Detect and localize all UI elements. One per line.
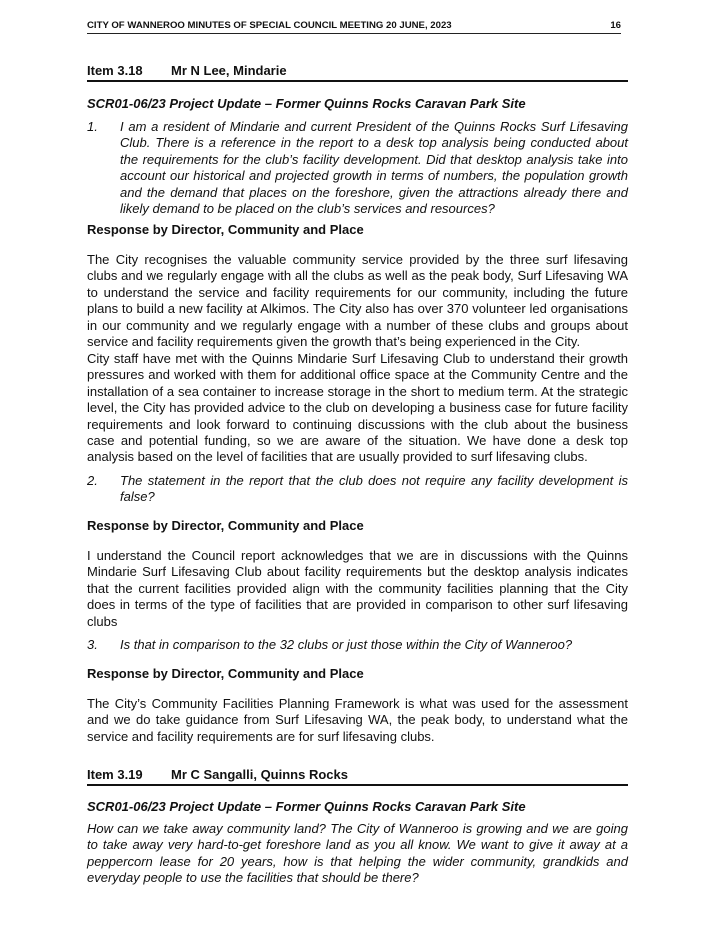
response-heading: Response by Director, Community and Place: [87, 518, 364, 533]
item-subject: SCR01-06/23 Project Update – Former Quinns Rocks Caravan Park Site: [87, 799, 526, 814]
question-number: 3.: [87, 637, 98, 652]
item-subject: SCR01-06/23 Project Update – Former Quinns Rocks Caravan Park Site: [87, 96, 526, 111]
page-number: 16: [610, 20, 621, 31]
question-text: Is that in comparison to the 32 clubs or just those within the City of Wanneroo?: [120, 637, 573, 652]
document-title: CITY OF WANNEROO MINUTES OF SPECIAL COUNCIL MEETING 20 JUNE, 2023: [87, 20, 452, 31]
item-name: Mr N Lee, Mindarie: [171, 63, 287, 78]
question-3: [87, 637, 628, 653]
response-heading: Response by Director, Community and Place: [87, 222, 364, 237]
question-text: The statement in the report that the club does not require any facility development is false?: [120, 473, 628, 505]
question-text: I am a resident of Mindarie and current President of the Quinns Rocks Surf Lifesaving Club. There is a reference in the report to a desk top analysis being conducted about the requirements for the club’s facility development. Did that desktop analysis take into account our historical and projected growth in terms of numbers, the population growth and the demand that places on the foreshore, given the attractions already there and likely demand to be placed on the club’s services and resources?: [120, 119, 628, 217]
item-heading-3-18: [87, 63, 628, 82]
item-number: Item 3.19: [87, 767, 143, 782]
response-heading: Response by Director, Community and Place: [87, 666, 364, 681]
item-number: Item 3.18: [87, 63, 143, 78]
question-1: [87, 119, 628, 217]
question-2: [87, 473, 628, 506]
response-paragraph: City staff have met with the Quinns Mindarie Surf Lifesaving Club to understand their growth pressures and worked with them for additional office space at the Community Centre and the installation of a sea container to increase storage in the short to medium term. At the strategic level, the City has provided advice to the club on developing a business case for future facility requirements and look forward to continuing discussions with the club about the business case and potential funding, so we are aware of the situation. We have done a desk top analysis based on the level of facilities that are usually provided to surf lifesaving clubs.: [87, 351, 628, 465]
running-header: [87, 20, 621, 34]
item-name: Mr C Sangalli, Quinns Rocks: [171, 767, 348, 782]
response-paragraph: I understand the Council report acknowledges that we are in discussions with the Quinns Mindarie Surf Lifesaving Club about facility requirements but the desktop analysis indicates that the current facilities provided align with the community facilities planning that the City does in terms of the type of facilities that are provided in comparison to other surf lifesaving clubs: [87, 548, 628, 629]
question-number: 2.: [87, 473, 98, 488]
statement-paragraph: How can we take away community land? The City of Wanneroo is growing and we are going to take away very hard-to-get foreshore land as you all know. We want to give it away at a peppercorn lease for 20 years, how is that helping the wider community, grandkids and everyday people to use the facilities that should be there?: [87, 821, 628, 886]
item-heading-3-19: [87, 767, 628, 786]
response-paragraph: The City recognises the valuable community service provided by the three surf lifesaving clubs and we regularly engage with all the clubs as well as the peak body, Surf Lifesaving WA to understand the service and facility requirements for our community, including the future plans to build a new facility at Alkimos. The City also has over 370 volunteer led organisations in our community and we regularly engage with a number of these clubs and groups about service and facility requirements given the growth that’s being experienced in the City.: [87, 252, 628, 350]
question-number: 1.: [87, 119, 98, 134]
response-paragraph: The City’s Community Facilities Planning Framework is what was used for the assessment and we do take guidance from Surf Lifesaving WA, the peak body, to understand what the service and facility requirements are for surf lifesaving clubs.: [87, 696, 628, 744]
